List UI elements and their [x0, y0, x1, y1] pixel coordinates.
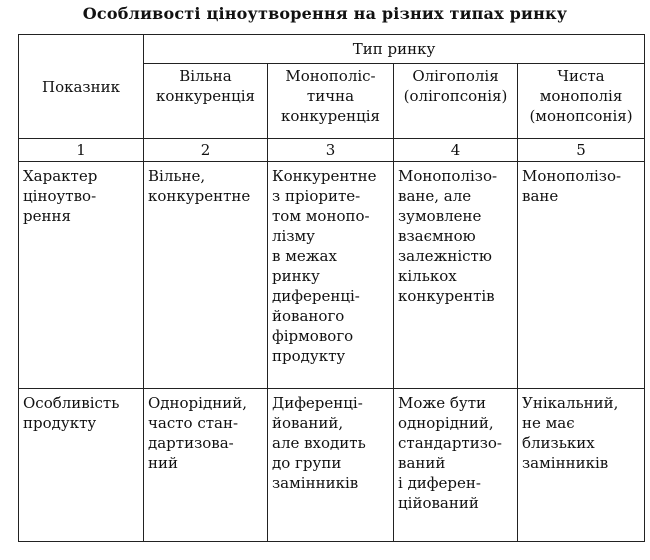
table-cell: Конкурентне з пріорите- том монопо- лізму в межах ринку диференці- йованого фірмового продукту — [268, 162, 394, 389]
table-cell: Може бути однорідний, стандартизо- ваний і диферен- ційований — [394, 389, 518, 542]
column-header-pure-monopoly: Чиста монополія (монопсонія) — [518, 64, 645, 139]
table-cell: Однорідний, часто стан- дартизова- ний — [144, 389, 268, 542]
table-row — [19, 162, 645, 389]
table-cell: Унікальний, не має близьких замінників — [518, 389, 645, 542]
market-type-header: Тип ринку — [144, 35, 645, 64]
column-number-row — [19, 139, 645, 162]
column-number: 5 — [518, 139, 645, 162]
column-number: 2 — [144, 139, 268, 162]
header-row-top — [19, 35, 645, 64]
table-cell: Монополізо- ване, але зумовлене взаємною залежністю кількох конкурентів — [394, 162, 518, 389]
table-row — [19, 389, 645, 542]
row-label-pricing-nature: Характер ціноутво- рення — [19, 162, 144, 389]
column-header-monopolistic-competition: Монополіс- тична конкуренція — [268, 64, 394, 139]
column-number: 1 — [19, 139, 144, 162]
table-title: Особливості ціноутворення на різних типах ринку — [82, 4, 568, 23]
indicator-header: Показник — [19, 35, 144, 139]
row-label-product-feature: Особливість продукту — [19, 389, 144, 542]
table-cell: Диференці- йований, але входить до групи замінників — [268, 389, 394, 542]
table-cell: Вільне, конкурентне — [144, 162, 268, 389]
column-header-free-competition: Вільна конкуренція — [144, 64, 268, 139]
pricing-table — [18, 34, 645, 542]
table-cell: Монополізо- ване — [518, 162, 645, 389]
column-number: 4 — [394, 139, 518, 162]
column-header-oligopoly: Олігополія (олігопсонія) — [394, 64, 518, 139]
column-number: 3 — [268, 139, 394, 162]
